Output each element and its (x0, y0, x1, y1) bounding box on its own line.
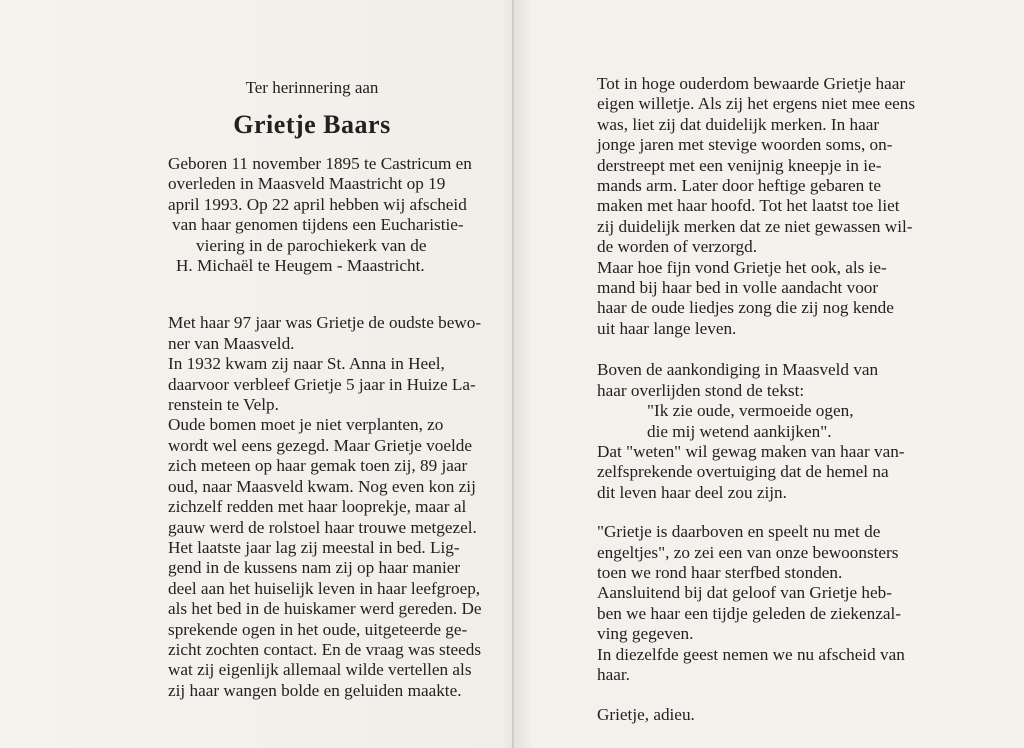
body-line: wat zij eigenlijk allemaal wilde vertellen als (168, 660, 472, 680)
body-line: jonge jaren met stevige woorden soms, on- (597, 135, 893, 155)
body-line: ben we haar een tijdje geleden de ziekenzal- (597, 603, 901, 623)
body-line: In 1932 kwam zij naar St. Anna in Heel, (168, 354, 445, 374)
body-line: Het laatste jaar lag zij meestal in bed. Lig- (168, 537, 460, 557)
body-line: zichzelf redden met haar looprekje, maar al (168, 497, 467, 517)
body-line: Met haar 97 jaar was Grietje de oudste bewo- (168, 313, 482, 333)
body-line: eigen willetje. Als zij het ergens niet mee eens (597, 94, 916, 114)
details-line: Geboren 11 november 1895 te Castricum en (168, 154, 472, 173)
body-line: engeltjes", zo zei een van onze bewoonsters (597, 542, 899, 562)
body-line: daarvoor verbleef Grietje 5 jaar in Huize La- (168, 374, 476, 394)
quote-line: "Ik zie oude, vermoeide ogen, (647, 401, 854, 421)
body-line: In diezelfde geest nemen we nu afscheid van (597, 644, 905, 664)
details-line: H. Michaël te Heugem - Maastricht. (176, 256, 425, 276)
body-line: Tot in hoge ouderdom bewaarde Grietje haar (597, 74, 906, 93)
intro-text: Ter herinnering aan (245, 78, 379, 97)
body-line: mands arm. Later door heftige gebaren te (597, 176, 881, 196)
body-line: zij haar wangen bolde en geluiden maakte. (168, 680, 462, 700)
body-line: ving gegeven. (597, 624, 694, 644)
body-line: zich meteen op haar gemak toen zij, 89 jaar (168, 456, 468, 476)
deceased-name: Grietje Baars (233, 110, 391, 139)
details-line: van haar genomen tijdens een Eucharistie- (172, 215, 464, 235)
paragraph-1 (597, 74, 957, 339)
body-line: maken met haar hoofd. Tot het laatst toe liet (597, 196, 900, 216)
body-line: wordt wel eens gezegd. Maar Grietje voelde (168, 435, 472, 455)
paragraph-3 (597, 522, 957, 685)
body-line: dit leven haar deel zou zijn. (597, 482, 787, 502)
body-line: was, liet zij dat duidelijk merken. In haar (597, 114, 880, 134)
body-line: haar. (597, 664, 630, 684)
birth-death-details (168, 154, 472, 276)
body-line: Maar hoe fijn vond Grietje het ook, als ie- (597, 257, 887, 277)
body-line: gauw werd de rolstoel haar trouwe metgezel. (168, 517, 477, 537)
body-line: zicht zochten contact. En de vraag was steeds (168, 639, 482, 659)
body-line: ner van Maasveld. (168, 333, 295, 353)
details-line: viering in de parochiekerk van de (196, 235, 427, 255)
details-line: april 1993. Op 22 april hebben wij afscheid (168, 194, 467, 214)
body-line: uit haar lange leven. (597, 318, 737, 338)
body-line: Oude bomen moet je niet verplanten, zo (168, 415, 444, 435)
card-fold (512, 0, 514, 748)
body-line: haar overlijden stond de tekst: (597, 380, 805, 400)
body-line: als het bed in de huiskamer werd gereden. De (168, 599, 482, 619)
right-page (597, 74, 957, 726)
body-line: oud, naar Maasveld kwam. Nog even kon zij (168, 476, 476, 496)
body-line: Boven de aankondiging in Maasveld van (597, 360, 879, 380)
paragraph-2 (597, 360, 957, 503)
body-line: haar de oude liedjes zong die zij nog kende (597, 298, 894, 318)
body-line: de worden of verzorgd. (597, 237, 758, 257)
body-line: Dat "weten" wil gewag maken van haar van- (597, 441, 905, 461)
body-line: Aansluitend bij dat geloof van Grietje heb- (597, 583, 892, 603)
body-line: derstreept met een venijnig kneepje in ie- (597, 155, 882, 175)
closing-line: Grietje, adieu. (597, 705, 695, 725)
life-story (168, 313, 482, 701)
body-line: zij duidelijk merken dat ze niet gewassen wil- (597, 216, 913, 236)
body-line: renstein te Velp. (168, 395, 279, 415)
quote-line: die mij wetend aankijken". (647, 421, 832, 441)
body-line: toen we rond haar sterfbed stonden. (597, 562, 843, 582)
body-line: mand bij haar bed in volle aandacht voor (597, 278, 879, 298)
body-line: sprekende ogen in het oude, uitgeteerde ge- (168, 619, 468, 639)
left-page (168, 70, 482, 701)
body-line: zelfsprekende overtuiging dat de hemel na (597, 462, 889, 482)
details-line: overleden in Maasveld Maastricht op 19 (168, 174, 446, 194)
body-line: "Grietje is daarboven en speelt nu met de (597, 522, 881, 542)
body-line: gend in de kussens nam zij op haar manier (168, 558, 461, 578)
body-line: deel aan het huiselijk leven in haar leefgroep, (168, 578, 481, 598)
